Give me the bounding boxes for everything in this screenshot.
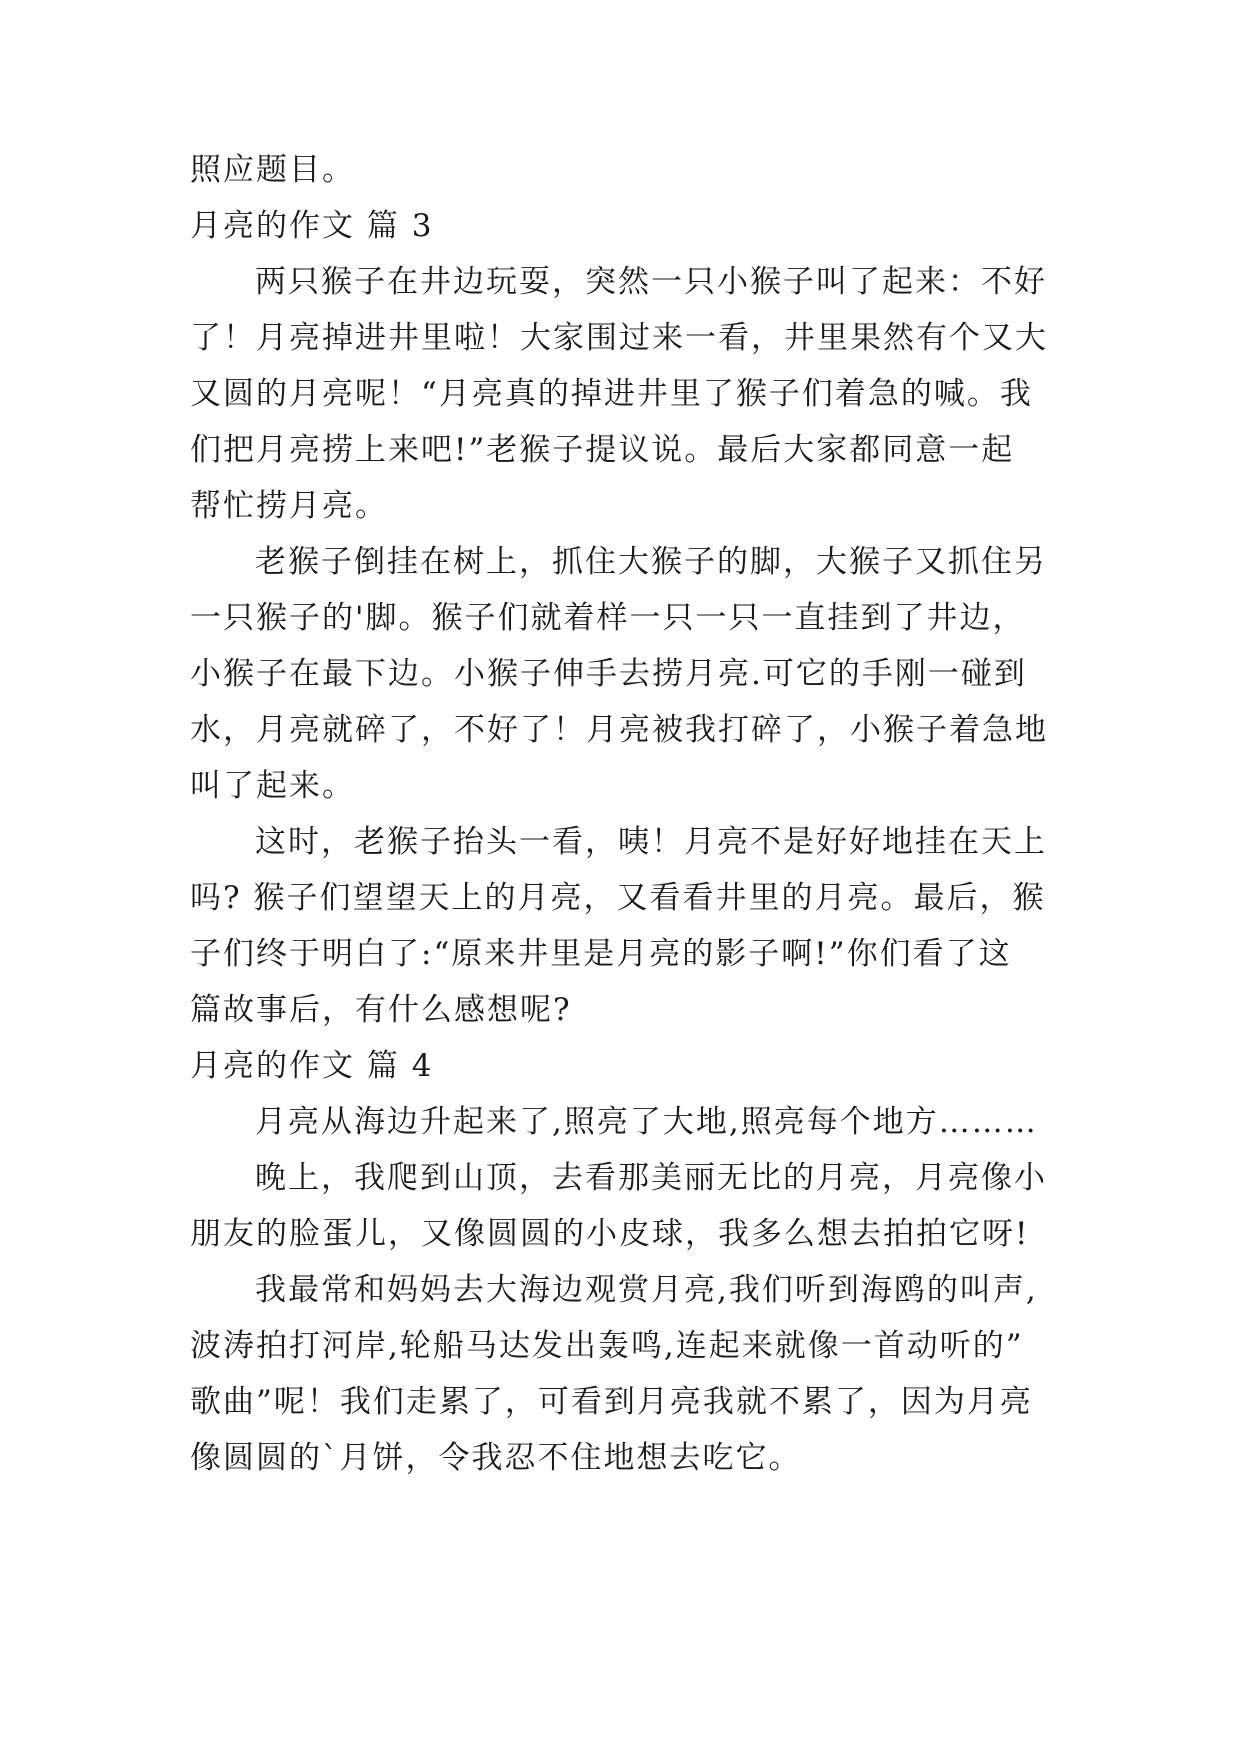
paragraph-line: 吗? 猴子们望望天上的月亮，又看看井里的月亮。最后，猴	[190, 880, 1046, 916]
paragraph-line: 这时，老猴子抬头一看，咦！月亮不是好好地挂在天上	[255, 824, 1047, 860]
paragraph-line: 朋友的脸蛋儿，又像圆圆的小皮球，我多么想去拍拍它呀!	[190, 1216, 1030, 1252]
paragraph-line: 了！月亮掉进井里啦！大家围过来一看，井里果然有个又大	[190, 320, 1048, 356]
paragraph-line: 月亮从海边升起来了,照亮了大地,照亮每个地方………	[255, 1104, 1038, 1140]
paragraph-line: 老猴子倒挂在树上，抓住大猴子的脚，大猴子又抓住另	[255, 544, 1047, 580]
paragraph-line: 两只猴子在井边玩耍，突然一只小猴子叫了起来：不好	[255, 264, 1047, 300]
paragraph-line: 小猴子在最下边。小猴子伸手去捞月亮.可它的手刚一碰到	[190, 656, 1027, 692]
paragraph-line: 篇故事后，有什么感想呢?	[190, 992, 572, 1028]
section-heading: 月亮的作文 篇 4	[190, 1048, 434, 1084]
paragraph-line: 像圆圆的`月饼，令我忍不住地想去吃它。	[190, 1440, 802, 1476]
paragraph-line: 晚上，我爬到山顶，去看那美丽无比的月亮，月亮像小	[255, 1160, 1047, 1196]
paragraph-line: 帮忙捞月亮。	[190, 488, 388, 524]
paragraph-line: 又圆的月亮呢！“月亮真的掉进井里了猴子们着急的喊。我	[190, 376, 1033, 412]
paragraph-line: 一只猴子的'脚。猴子们就着样一只一只一直挂到了井边，	[190, 600, 1026, 636]
paragraph-line: 水，月亮就碎了，不好了！月亮被我打碎了，小猴子着急地	[190, 712, 1048, 748]
section-heading: 月亮的作文 篇 3	[190, 208, 434, 244]
paragraph-line: 照应题目。	[190, 152, 355, 188]
paragraph-line: 叫了起来。	[190, 768, 355, 804]
paragraph-line: 我最常和妈妈去大海边观赏月亮,我们听到海鸥的叫声,	[255, 1272, 1038, 1308]
paragraph-line: 歌曲”呢！我们走累了，可看到月亮我就不累了，因为月亮	[190, 1384, 1033, 1420]
paragraph-line: 波涛拍打河岸,轮船马达发出轰鸣,连起来就像一首动听的”	[190, 1328, 1024, 1364]
paragraph-line: 们把月亮捞上来吧!”老猴子提议说。最后大家都同意一起	[190, 432, 1015, 468]
paragraph-line: 子们终于明白了:“原来井里是月亮的影子啊!”你们看了这	[190, 936, 1012, 972]
